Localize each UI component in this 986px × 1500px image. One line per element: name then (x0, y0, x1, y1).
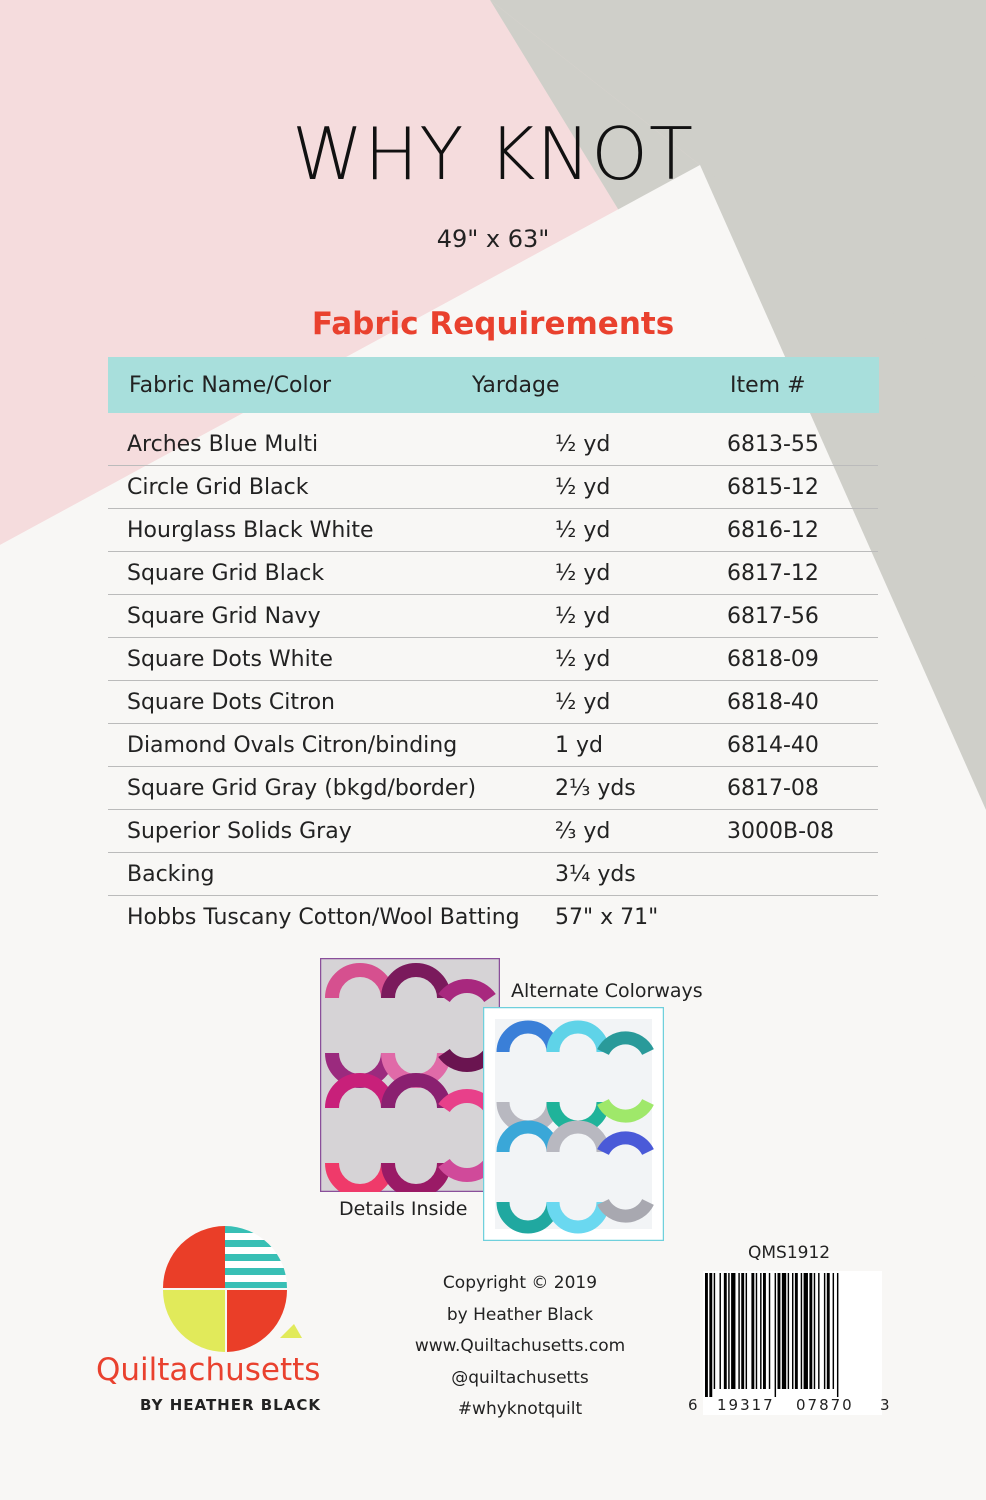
fabric-item: 6816-12 (727, 518, 819, 543)
table-row (108, 724, 878, 767)
quilt-dimensions: 49" x 63" (436, 225, 550, 253)
barcode-bar (801, 1273, 802, 1389)
table-row (108, 896, 878, 938)
barcode-bar (837, 1273, 838, 1397)
fabric-yardage: 2⅓ yds (555, 776, 636, 801)
barcode-bar (720, 1273, 721, 1389)
info-line: Copyright © 2019 (442, 1273, 598, 1293)
table-row (108, 767, 878, 810)
barcode-left-digits: 19317 (717, 1396, 775, 1414)
table-row (108, 423, 878, 466)
table-row (108, 810, 878, 853)
barcode-bar (728, 1273, 729, 1389)
alternate-colorways-label: Alternate Colorways (511, 980, 703, 1002)
table-row (108, 853, 878, 896)
fabric-name: Square Grid Navy (127, 604, 321, 629)
barcode-bar (804, 1273, 808, 1389)
blue-colorway-quilt-image (483, 1007, 664, 1241)
barcode-bar (705, 1273, 708, 1397)
barcode-bar (833, 1273, 834, 1389)
page-title: WHY KNOT (292, 112, 694, 196)
barcode-bar (746, 1273, 747, 1389)
barcode-bar (795, 1273, 798, 1389)
barcode-bar (788, 1273, 789, 1389)
fabric-name: Circle Grid Black (127, 475, 309, 500)
header-yardage: Yardage (472, 373, 560, 398)
barcode-check-digit: 3 (880, 1396, 890, 1414)
header-fabric-name: Fabric Name/Color (129, 373, 332, 398)
barcode-bar (792, 1273, 793, 1389)
barcode-bar (818, 1273, 819, 1389)
fabric-item: 6818-09 (727, 647, 819, 672)
barcode (703, 1271, 882, 1415)
info-line: #whyknotquilt (457, 1399, 583, 1419)
fabric-yardage: ⅔ yd (555, 819, 611, 844)
fabric-yardage: 57" x 71" (555, 905, 659, 930)
table-row (108, 681, 878, 724)
fabric-name: Square Dots White (127, 647, 333, 672)
fabric-name: Square Dots Citron (127, 690, 335, 715)
copyright-info (400, 1268, 640, 1426)
header-item: Item # (730, 373, 806, 398)
barcode-bar (760, 1273, 761, 1389)
fabric-yardage: ½ yd (555, 647, 611, 672)
barcode-bar (782, 1273, 786, 1389)
info-line: @quiltachusetts (451, 1367, 589, 1388)
barcode-bar (724, 1273, 727, 1389)
brand-name: Quiltachusetts (96, 1352, 321, 1388)
info-line: www.Quiltachusetts.com (414, 1336, 626, 1356)
table-row (108, 509, 878, 552)
barcode-right-digits: 07870 (796, 1396, 854, 1414)
info-line: by Heather Black (446, 1304, 594, 1325)
purple-colorway-quilt-image (320, 958, 500, 1192)
quiltachusetts-logo-icon (162, 1226, 304, 1354)
table-row (108, 595, 878, 638)
sku-code: QMS1912 (748, 1243, 831, 1263)
fabric-item: 6815-12 (727, 475, 819, 500)
barcode-bar (778, 1273, 781, 1389)
fabric-name: Arches Blue Multi (127, 432, 319, 457)
fabric-item: 6818-40 (727, 690, 819, 715)
fabric-yardage: ½ yd (555, 518, 611, 543)
barcode-bar (775, 1273, 776, 1397)
barcode-bar (714, 1273, 715, 1389)
table-row (108, 466, 878, 509)
table-row (108, 638, 878, 681)
fabric-item: 6813-55 (727, 432, 819, 457)
barcode-bar (709, 1273, 712, 1397)
barcode-bar (809, 1273, 812, 1389)
fabric-name: Superior Solids Gray (127, 819, 352, 844)
fabric-name: Diamond Ovals Citron/binding (127, 733, 458, 758)
fabric-yardage: 1 yd (555, 733, 603, 758)
table-row (108, 552, 878, 595)
fabric-yardage: ½ yd (555, 690, 611, 715)
fabric-item: 6817-12 (727, 561, 819, 586)
fabric-yardage: ½ yd (555, 432, 611, 457)
fabric-name: Hourglass Black White (127, 518, 374, 543)
fabric-yardage: ½ yd (555, 561, 611, 586)
barcode-bar (738, 1273, 739, 1389)
barcode-lead-digit: 6 (688, 1396, 698, 1414)
fabric-yardage: ½ yd (555, 604, 611, 629)
brand-byline: BY HEATHER BLACK (140, 1396, 321, 1414)
fabric-name: Backing (127, 862, 215, 887)
fabric-yardage: 3¼ yds (555, 862, 636, 887)
table-header (108, 357, 879, 413)
fabric-name: Hobbs Tuscany Cotton/Wool Batting (127, 905, 520, 930)
fabric-yardage: ½ yd (555, 475, 611, 500)
barcode-bar (763, 1273, 766, 1389)
barcode-bar (731, 1273, 735, 1389)
fabric-item: 6817-08 (727, 776, 819, 801)
fabric-name: Square Grid Gray (bkgd/border) (127, 776, 477, 801)
barcode-bars (703, 1271, 882, 1397)
fabric-item: 3000B-08 (727, 819, 835, 844)
fabric-name: Square Grid Black (127, 561, 325, 586)
barcode-bar (827, 1273, 830, 1389)
barcode-bar (741, 1273, 744, 1389)
barcode-bar (751, 1273, 754, 1389)
barcode-bar (769, 1273, 770, 1389)
fabric-item: 6817-56 (727, 604, 819, 629)
section-heading: Fabric Requirements (311, 306, 675, 342)
barcode-bar (756, 1273, 757, 1389)
details-inside-label: Details Inside (339, 1198, 468, 1220)
fabric-item: 6814-40 (727, 733, 819, 758)
barcode-bar (814, 1273, 815, 1389)
barcode-bar (824, 1273, 825, 1389)
